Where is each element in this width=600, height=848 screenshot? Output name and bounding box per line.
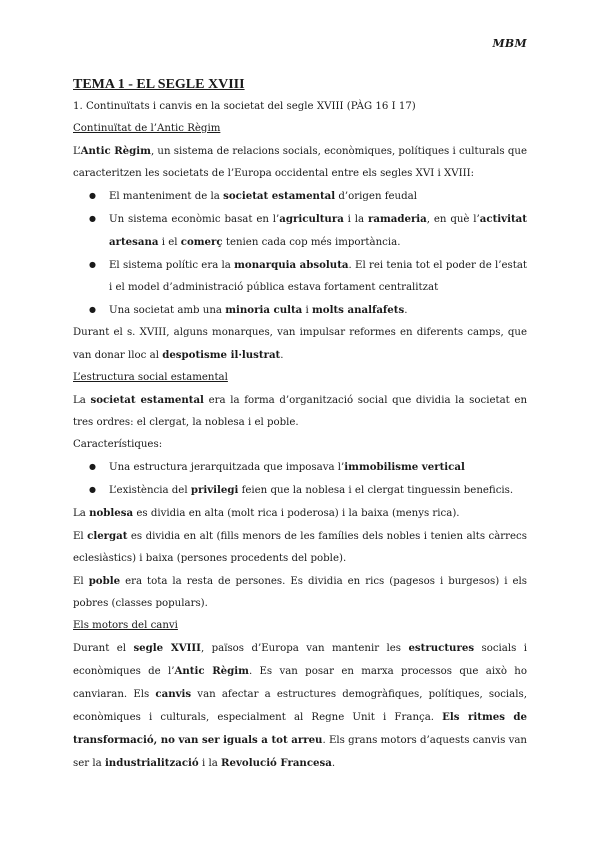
bold-text: molts analfafets <box>312 304 405 316</box>
bold-text: Els ritmes de transformació, no van ser iguals a tot arreu <box>73 711 527 746</box>
bold-text: Antic Règim <box>80 145 151 157</box>
text-run: Una societat amb una <box>109 305 226 316</box>
text-run: El manteniment de la <box>109 191 224 202</box>
text-run: La <box>73 395 91 406</box>
text-run: i <box>302 305 313 316</box>
list-item <box>73 208 527 254</box>
paragraph-despotisme <box>73 322 527 367</box>
bold-text: immobilisme vertical <box>344 461 465 473</box>
text-run: El <box>73 576 89 587</box>
text-run: tenien cada cop més importància. <box>222 237 401 248</box>
text-run: Durant el s. XVIII, alguns monarques, van impulsar reformes en diferents camps, que van donar lloc al <box>73 327 527 361</box>
list-item <box>73 254 527 299</box>
document-body <box>73 74 527 775</box>
bullet-list-antic-regim <box>73 185 527 322</box>
paragraph-societat-estamental <box>73 389 527 434</box>
text-run: Un sistema econòmic basat en l’ <box>109 214 280 225</box>
bold-text: monarquia absoluta <box>234 259 349 271</box>
bold-text: segle XVIII <box>133 642 201 654</box>
bold-text: societat estamental <box>223 190 336 202</box>
text-run: era la forma d’organització social que dividia la societat en tres ordres: el clergat, la noblesa i el poble. <box>73 395 528 428</box>
bold-text: Antic Règim <box>174 665 249 677</box>
text-run: , en què l’ <box>426 214 480 225</box>
paragraph-antic-regim-intro <box>73 140 527 185</box>
text-run: . <box>331 758 336 769</box>
bold-text: industrialització <box>104 757 199 769</box>
text-run: era tota la resta de persones. Es dividia en rics (pagesos i burgesos) i els pobres (classes populars). <box>73 576 527 609</box>
text-run: L’existència del <box>109 485 191 496</box>
bold-text: comerç <box>180 236 223 248</box>
text-run: es dividia en alt (fills menors de les famílies dels nobles i tenien alts càrrecs eclesiàstics) i baixa (persones procedents del poble). <box>73 531 527 564</box>
subheading-motors-canvi: Els motors del canvi <box>73 620 178 631</box>
text-run: L’ <box>73 146 81 157</box>
text-run: El sistema polític era la <box>109 260 235 271</box>
paragraph-poble <box>73 570 527 615</box>
list-item <box>73 479 527 502</box>
text-run: d’origen feudal <box>335 191 417 202</box>
text-run: . <box>280 350 284 361</box>
text-run: . <box>404 305 408 316</box>
bold-text: activitat artesana <box>109 213 527 248</box>
bold-text: Revolució Francesa <box>221 757 332 769</box>
text-run: i el <box>158 237 181 248</box>
text-run: Durant el <box>73 643 134 654</box>
bold-text: privilegi <box>190 484 239 496</box>
text-run: i la <box>343 214 368 225</box>
list-item <box>73 299 527 322</box>
paragraph-motors-canvi <box>73 637 527 775</box>
text-run: feien que la noblesa i el clergat tinguessin beneficis. <box>238 485 514 496</box>
text-run: El <box>73 531 88 542</box>
characteristics-label: Característiques: <box>73 439 163 450</box>
section-heading: 1. Continuïtats i canvis en la societat del segle XVIII (PÀG 16 I 17) <box>73 101 416 112</box>
bold-text: estructures <box>408 642 475 654</box>
text-run: . El rei tenia tot el poder de l’estat i el model d’administració pública estava fortament centralitzat <box>109 260 528 293</box>
bullet-list-caracteristiques <box>73 456 527 502</box>
subheading-estructura-social: L’estructura social estamental <box>73 372 228 383</box>
paragraph-noblesa <box>73 502 527 525</box>
text-run: van afectar a estructures demogràfiques, polítiques, socials, econòmiques i culturals, especialment al Regne Unit i França. <box>73 689 527 723</box>
text-run: i la <box>198 758 222 769</box>
text-run: La <box>73 508 90 519</box>
list-item <box>73 185 527 208</box>
bold-text: noblesa <box>89 507 134 519</box>
page-title: TEMA 1 - EL SEGLE XVIII <box>73 77 245 92</box>
bold-text: despotisme il·lustrat <box>162 349 281 361</box>
bold-text: poble <box>88 575 121 587</box>
subheading-antic-regim: Continuïtat de l’Antic Règim <box>73 123 221 134</box>
text-run: , un sistema de relacions socials, econòmiques, polítiques i culturals que caracteritzen les societats de l’Europa occidental entre els segles XVI i XVIII: <box>73 146 528 179</box>
bold-text: minoria culta <box>225 304 303 316</box>
list-item <box>73 456 527 479</box>
bold-text: societat estamental <box>90 394 204 406</box>
text-run: . Els grans motors d’aquests canvis van ser la <box>73 735 527 769</box>
text-run: , països d’Europa van mantenir les <box>200 643 409 654</box>
text-run: socials i econòmiques de l’ <box>73 643 528 677</box>
bold-text: ramaderia <box>367 213 427 225</box>
bold-text: clergat <box>87 530 128 542</box>
bold-text: canvis <box>155 688 192 700</box>
paragraph-clergat <box>73 525 527 570</box>
text-run: . Es van posar en marxa processos que això ho canviaran. Els <box>73 666 527 700</box>
text-run: es dividia en alta (molt rica i poderosa) i la baixa (menys rica). <box>133 508 460 519</box>
text-run: Una estructura jerarquitzada que imposava l’ <box>109 462 345 473</box>
header-initials: MBM <box>492 37 527 50</box>
bold-text: agricultura <box>279 213 344 225</box>
